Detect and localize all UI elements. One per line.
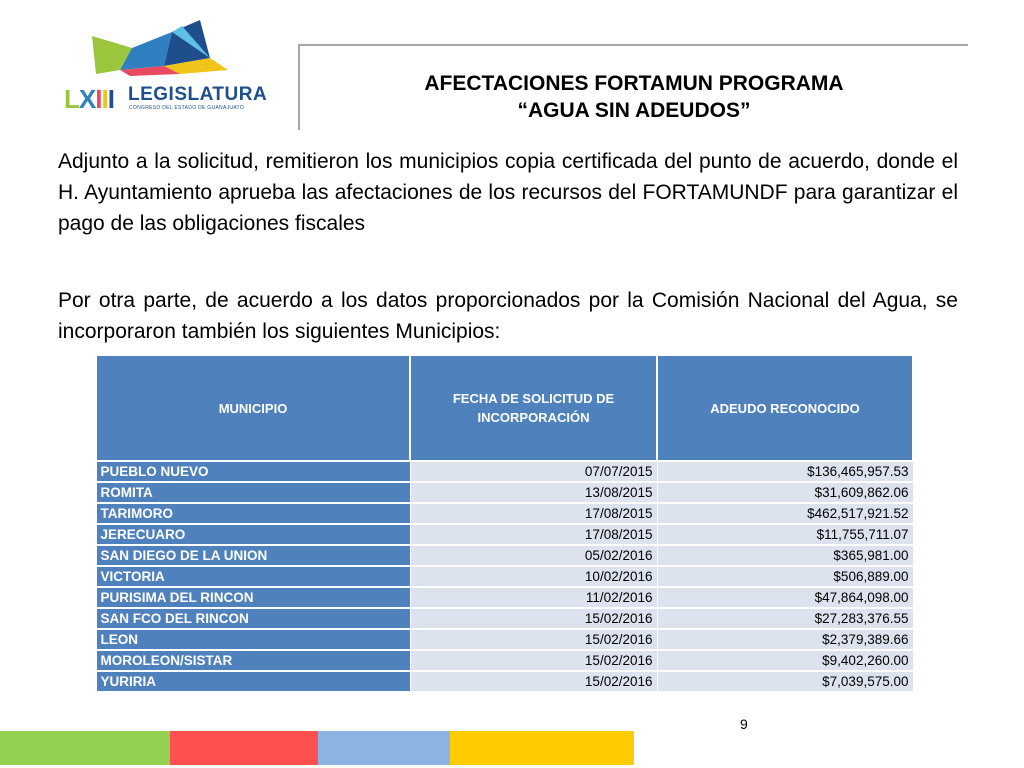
fecha-cell: 07/07/2015	[410, 461, 657, 482]
adeudo-cell: $2,379,389.66	[657, 629, 913, 650]
table-body	[96, 461, 913, 692]
table-row	[96, 629, 913, 650]
column-header-adeudo: ADEUDO RECONOCIDO	[657, 355, 913, 461]
fecha-cell: 17/08/2015	[410, 503, 657, 524]
title-line-2: “AGUA SIN ADEUDOS”	[517, 99, 751, 122]
table-row	[96, 650, 913, 671]
adeudo-cell: $136,465,957.53	[657, 461, 913, 482]
fecha-cell: 11/02/2016	[410, 587, 657, 608]
municipio-cell: PUEBLO NUEVO	[96, 461, 410, 482]
municipios-table	[95, 354, 914, 693]
footer-bar-blue	[318, 731, 450, 765]
footer-bar-green	[0, 731, 170, 765]
table-row	[96, 566, 913, 587]
header-divider-horizontal	[298, 44, 968, 46]
table-header-row	[96, 355, 913, 461]
table-row	[96, 503, 913, 524]
logo-wordmark: LEGISLATURA	[128, 84, 268, 105]
adeudo-cell: $47,864,098.00	[657, 587, 913, 608]
page-number: 9	[740, 716, 748, 732]
table-row	[96, 671, 913, 692]
logo-prefix: LXIII	[64, 84, 114, 114]
municipio-cell: ROMITA	[96, 482, 410, 503]
table-row	[96, 461, 913, 482]
municipio-cell: YURIRIA	[96, 671, 410, 692]
fecha-cell: 15/02/2016	[410, 608, 657, 629]
adeudo-cell: $11,755,711.07	[657, 524, 913, 545]
adeudo-cell: $462,517,921.52	[657, 503, 913, 524]
fecha-cell: 17/08/2015	[410, 524, 657, 545]
municipio-cell: VICTORIA	[96, 566, 410, 587]
table-row	[96, 482, 913, 503]
municipio-cell: MOROLEON/SISTAR	[96, 650, 410, 671]
adeudo-cell: $365,981.00	[657, 545, 913, 566]
footer-bar-red	[170, 731, 318, 765]
table-row	[96, 608, 913, 629]
table-row	[96, 524, 913, 545]
municipio-cell: LEON	[96, 629, 410, 650]
adeudo-cell: $31,609,862.06	[657, 482, 913, 503]
adeudo-cell: $7,039,575.00	[657, 671, 913, 692]
paragraph-2: Por otra parte, de acuerdo a los datos proporcionados por la Comisión Nacional del Agua, se incorporaron también los siguientes Municipios:	[58, 289, 958, 343]
fecha-cell: 13/08/2015	[410, 482, 657, 503]
table-row	[96, 545, 913, 566]
fecha-cell: 05/02/2016	[410, 545, 657, 566]
adeudo-cell: $506,889.00	[657, 566, 913, 587]
footer-bar-yellow	[450, 731, 634, 765]
fecha-cell: 10/02/2016	[410, 566, 657, 587]
column-header-municipio: MUNICIPIO	[96, 355, 410, 461]
adeudo-cell: $9,402,260.00	[657, 650, 913, 671]
adeudo-cell: $27,283,376.55	[657, 608, 913, 629]
municipio-cell: JERECUARO	[96, 524, 410, 545]
fecha-cell: 15/02/2016	[410, 671, 657, 692]
fecha-cell: 15/02/2016	[410, 629, 657, 650]
slide-title	[300, 70, 968, 124]
municipio-cell: PURISIMA DEL RINCON	[96, 587, 410, 608]
municipio-cell: SAN DIEGO DE LA UNION	[96, 545, 410, 566]
logo-subtitle: CONGRESO DEL ESTADO DE GUANAJUATO	[129, 105, 245, 111]
municipio-cell: TARIMORO	[96, 503, 410, 524]
table-row	[96, 587, 913, 608]
paragraph-1: Adjunto a la solicitud, remitieron los municipios copia certificada del punto de acuerdo, donde el H. Ayuntamiento aprueba las afectaciones de los recursos del FORTAMUNDF para garantizar el pago de las obligaciones fiscales	[58, 150, 958, 235]
municipio-cell: SAN FCO DEL RINCON	[96, 608, 410, 629]
fecha-cell: 15/02/2016	[410, 650, 657, 671]
column-header-fecha: FECHA DE SOLICITUD DE INCORPORACIÓN	[410, 355, 657, 461]
title-line-1: AFECTACIONES FORTAMUN PROGRAMA	[424, 72, 844, 95]
